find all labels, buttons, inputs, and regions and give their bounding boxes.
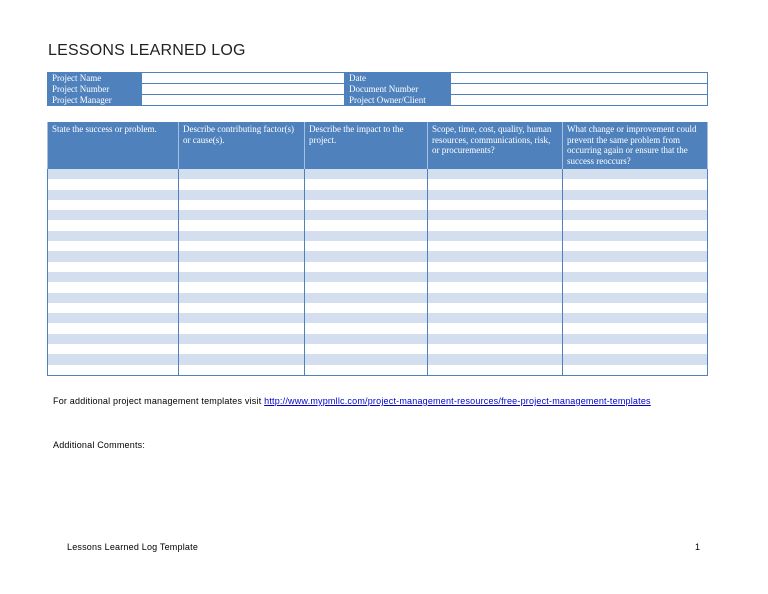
page-number: 1 (695, 542, 701, 552)
table-cell[interactable] (179, 303, 305, 313)
table-cell[interactable] (179, 241, 305, 251)
owner-client-field[interactable] (451, 95, 708, 106)
date-field[interactable] (451, 73, 708, 84)
document-number-field[interactable] (451, 84, 708, 95)
table-cell[interactable] (305, 262, 428, 272)
table-cell[interactable] (563, 220, 708, 230)
table-cell[interactable] (563, 200, 708, 210)
table-cell[interactable] (428, 303, 563, 313)
table-cell[interactable] (48, 262, 179, 272)
table-cell[interactable] (305, 303, 428, 313)
table-cell[interactable] (428, 220, 563, 230)
table-cell[interactable] (179, 334, 305, 344)
table-cell[interactable] (48, 293, 179, 303)
table-cell[interactable] (48, 241, 179, 251)
additional-comments-label: Additional Comments: (53, 440, 146, 450)
table-row (48, 323, 708, 333)
page-footer-title: Lessons Learned Log Template (67, 542, 199, 552)
templates-note-text: For additional project management templates visit (53, 396, 262, 406)
table-cell[interactable] (428, 169, 563, 179)
table-cell[interactable] (428, 282, 563, 292)
column-header-knowledge-area: Scope, time, cost, quality, human resources, communications, risk, or procurements? (428, 122, 563, 169)
table-cell[interactable] (179, 190, 305, 200)
table-cell[interactable] (48, 365, 179, 376)
table-cell[interactable] (428, 272, 563, 282)
table-row (48, 210, 708, 220)
table-cell[interactable] (48, 282, 179, 292)
table-cell[interactable] (179, 262, 305, 272)
project-manager-label: Project Manager (48, 95, 142, 106)
log-header-row (48, 122, 708, 169)
table-cell[interactable] (563, 334, 708, 344)
table-cell[interactable] (563, 303, 708, 313)
table-cell[interactable] (305, 190, 428, 200)
table-cell[interactable] (305, 344, 428, 354)
table-row (48, 313, 708, 323)
table-cell[interactable] (563, 354, 708, 364)
table-cell[interactable] (48, 169, 179, 179)
table-cell[interactable] (428, 200, 563, 210)
table-cell[interactable] (428, 293, 563, 303)
table-cell[interactable] (179, 169, 305, 179)
table-cell[interactable] (428, 179, 563, 189)
table-cell[interactable] (179, 200, 305, 210)
table-row (48, 303, 708, 313)
table-row (48, 334, 708, 344)
table-cell[interactable] (179, 272, 305, 282)
table-row (48, 282, 708, 292)
table-cell[interactable] (563, 313, 708, 323)
table-cell[interactable] (48, 210, 179, 220)
table-cell[interactable] (305, 272, 428, 282)
table-cell[interactable] (48, 251, 179, 261)
table-cell[interactable] (563, 293, 708, 303)
info-row (48, 95, 708, 106)
table-row (48, 220, 708, 230)
table-row (48, 179, 708, 189)
table-cell[interactable] (563, 241, 708, 251)
table-cell[interactable] (179, 220, 305, 230)
table-cell[interactable] (563, 210, 708, 220)
table-cell[interactable] (48, 272, 179, 282)
table-cell[interactable] (179, 313, 305, 323)
table-cell[interactable] (563, 190, 708, 200)
document-title: LESSONS LEARNED LOG (48, 42, 246, 59)
table-row (48, 190, 708, 200)
project-manager-field[interactable] (142, 95, 345, 106)
table-cell[interactable] (48, 303, 179, 313)
table-cell[interactable] (48, 354, 179, 364)
table-cell[interactable] (428, 262, 563, 272)
table-row (48, 169, 708, 179)
log-body (48, 169, 708, 375)
table-cell[interactable] (563, 262, 708, 272)
table-cell[interactable] (428, 323, 563, 333)
table-row (48, 365, 708, 376)
table-cell[interactable] (305, 365, 428, 376)
table-cell[interactable] (48, 179, 179, 189)
table-cell[interactable] (428, 334, 563, 344)
table-cell[interactable] (305, 354, 428, 364)
templates-link[interactable]: http://www.mypmllc.com/project-management-resources/free-project-management-templates (264, 396, 651, 406)
table-cell[interactable] (563, 179, 708, 189)
table-cell[interactable] (563, 323, 708, 333)
table-cell[interactable] (48, 220, 179, 230)
table-cell[interactable] (179, 323, 305, 333)
table-cell[interactable] (305, 313, 428, 323)
table-cell[interactable] (428, 365, 563, 376)
table-cell[interactable] (563, 272, 708, 282)
table-row (48, 272, 708, 282)
table-cell[interactable] (305, 231, 428, 241)
column-header-success-problem: State the success or problem. (48, 122, 179, 169)
project-number-label: Project Number (48, 84, 142, 95)
table-cell[interactable] (428, 251, 563, 261)
table-cell[interactable] (428, 231, 563, 241)
column-header-improvement: What change or improvement could prevent the same problem from occurring again or ensure that the success reoccurs? (563, 122, 708, 169)
table-cell[interactable] (428, 354, 563, 364)
table-cell[interactable] (305, 241, 428, 251)
table-cell[interactable] (305, 200, 428, 210)
table-cell[interactable] (305, 251, 428, 261)
document-number-label: Document Number (345, 84, 451, 95)
table-cell[interactable] (305, 282, 428, 292)
table-cell[interactable] (563, 231, 708, 241)
table-row (48, 293, 708, 303)
table-cell[interactable] (563, 365, 708, 376)
table-cell[interactable] (305, 334, 428, 344)
templates-note (53, 396, 651, 406)
column-header-impact: Describe the impact to the project. (305, 122, 428, 169)
table-cell[interactable] (428, 313, 563, 323)
lessons-log-table (47, 122, 708, 376)
table-cell[interactable] (428, 344, 563, 354)
table-cell[interactable] (428, 241, 563, 251)
table-cell[interactable] (48, 231, 179, 241)
project-name-field[interactable] (142, 73, 345, 84)
table-cell[interactable] (305, 323, 428, 333)
table-cell[interactable] (179, 251, 305, 261)
table-cell[interactable] (563, 344, 708, 354)
table-cell[interactable] (179, 293, 305, 303)
table-cell[interactable] (48, 334, 179, 344)
table-cell[interactable] (428, 190, 563, 200)
table-row (48, 241, 708, 251)
table-cell[interactable] (305, 210, 428, 220)
owner-client-label: Project Owner/Client (345, 95, 451, 106)
table-cell[interactable] (305, 293, 428, 303)
table-cell[interactable] (179, 365, 305, 376)
project-number-field[interactable] (142, 84, 345, 95)
table-cell[interactable] (179, 282, 305, 292)
table-row (48, 251, 708, 261)
table-row (48, 354, 708, 364)
table-cell[interactable] (305, 169, 428, 179)
table-cell[interactable] (428, 210, 563, 220)
table-cell[interactable] (48, 200, 179, 210)
table-row (48, 231, 708, 241)
table-cell[interactable] (563, 169, 708, 179)
table-cell[interactable] (179, 354, 305, 364)
project-info-table (47, 72, 708, 106)
info-row (48, 73, 708, 84)
table-cell[interactable] (305, 179, 428, 189)
table-cell[interactable] (305, 220, 428, 230)
table-cell[interactable] (48, 190, 179, 200)
table-cell[interactable] (563, 251, 708, 261)
table-row (48, 262, 708, 272)
table-cell[interactable] (48, 313, 179, 323)
table-cell[interactable] (563, 282, 708, 292)
column-header-contributing-factors: Describe contributing factor(s) or cause(s). (179, 122, 305, 169)
info-row (48, 84, 708, 95)
project-name-label: Project Name (48, 73, 142, 84)
table-row (48, 344, 708, 354)
table-cell[interactable] (48, 323, 179, 333)
date-label: Date (345, 73, 451, 84)
table-cell[interactable] (48, 344, 179, 354)
table-row (48, 200, 708, 210)
table-cell[interactable] (179, 231, 305, 241)
table-cell[interactable] (179, 179, 305, 189)
table-cell[interactable] (179, 210, 305, 220)
table-cell[interactable] (179, 344, 305, 354)
